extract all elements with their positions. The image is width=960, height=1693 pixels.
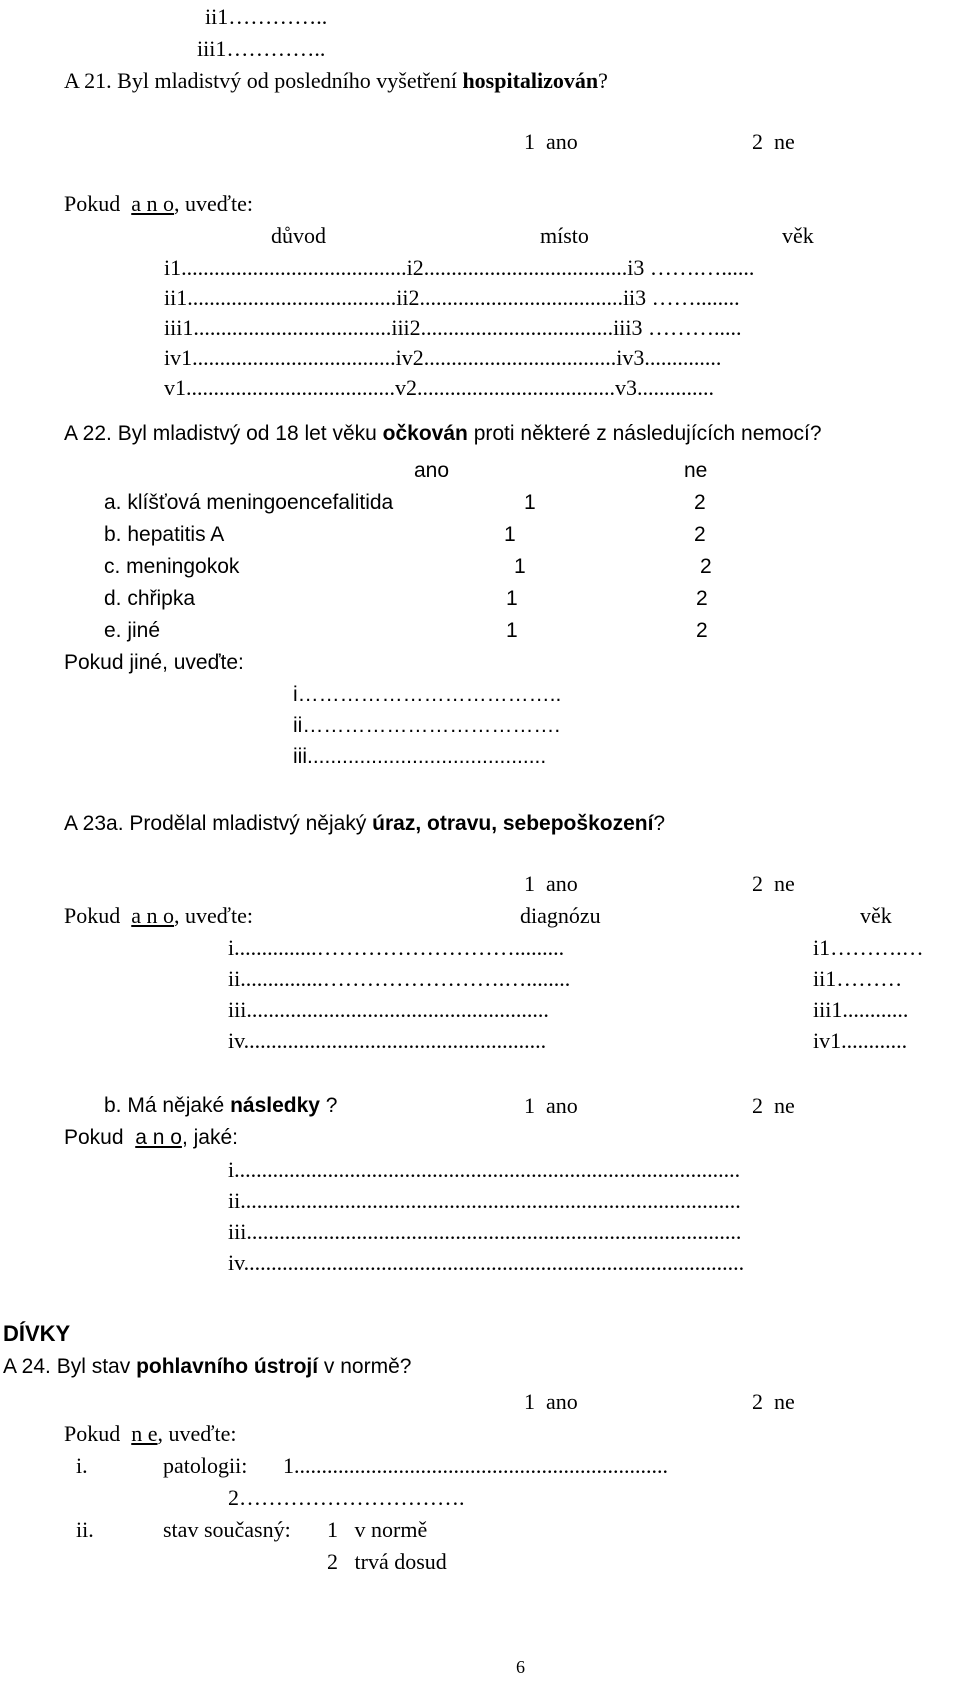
a24-ii-label: stav současný: bbox=[163, 1517, 291, 1542]
question-a24: A 24. Byl stav pohlavního ústrojí v normě? bbox=[3, 1355, 412, 1378]
a21-pokud: Pokud a n o, uveďte: bbox=[64, 191, 253, 216]
a24-i-line-1: 1.................................................................... bbox=[283, 1453, 668, 1478]
a23b-line-ii: ii........................................................................................... bbox=[228, 1188, 741, 1213]
top-line-ii1: ii1………….. bbox=[205, 4, 328, 29]
a24-option-no: 2 ne bbox=[752, 1389, 795, 1414]
a21-col-place: místo bbox=[540, 223, 589, 248]
a23-row-3-age: iii1............ bbox=[813, 997, 909, 1022]
a23b-line-iv: iv........................................................................................... bbox=[228, 1250, 745, 1275]
a21-row-2: ii1......................................ii2.....................................ii3 ……........ bbox=[164, 285, 740, 310]
a22-line-ii: ii………………………………. bbox=[293, 714, 561, 737]
a24-pokud: Pokud n e, uveďte: bbox=[64, 1421, 237, 1446]
section-heading-divky: DÍVKY bbox=[3, 1321, 71, 1346]
a21-option-yes: 1 ano bbox=[524, 129, 578, 154]
a23b-line-iii: iii.......................................................................................... bbox=[228, 1219, 742, 1244]
page-number: 6 bbox=[516, 1657, 525, 1677]
a23-row-1-age: i1……….… bbox=[813, 935, 924, 960]
a24-i-label: patologii: bbox=[163, 1453, 248, 1478]
a23b-option-yes: 1 ano bbox=[524, 1093, 578, 1118]
a23-option-no: 2 ne bbox=[752, 871, 795, 896]
a22-item-a-no: 2 bbox=[694, 491, 706, 514]
a22-col-yes: ano bbox=[414, 459, 450, 482]
a22-item-b-no: 2 bbox=[694, 523, 706, 546]
a23b-line-i: i............................................................................................ bbox=[228, 1157, 741, 1182]
a23-row-3-diag: iii....................................................... bbox=[228, 997, 549, 1022]
a22-line-iii: iii......................................... bbox=[293, 745, 547, 768]
a22-col-no: ne bbox=[684, 459, 708, 482]
a23-col-diagnosis: diagnózu bbox=[520, 903, 601, 928]
a22-item-c: c. meningokok bbox=[104, 555, 240, 578]
a24-ii-option-1: 1 v normě bbox=[327, 1517, 428, 1542]
a23-row-4-age: iv1............ bbox=[813, 1028, 908, 1053]
a21-row-1: i1.........................................i2.....................................i3 …….…...... bbox=[164, 255, 755, 280]
a24-ii-number: ii. bbox=[76, 1517, 94, 1542]
a22-item-b-yes: 1 bbox=[504, 523, 516, 546]
a22-item-b: b. hepatitis A bbox=[104, 523, 225, 546]
a24-i-number: i. bbox=[76, 1453, 88, 1478]
a21-col-age: věk bbox=[782, 223, 814, 248]
a22-item-d-no: 2 bbox=[696, 587, 708, 610]
a22-pokud: Pokud jiné, uveďte: bbox=[64, 651, 244, 674]
a23-row-1-diag: i...............………………………......... bbox=[228, 935, 565, 960]
question-a22: A 22. Byl mladistvý od 18 let věku očkován proti některé z následujících nemocí? bbox=[64, 422, 822, 445]
a24-ii-option-2: 2 trvá dosud bbox=[327, 1549, 447, 1574]
a23-row-2-age: ii1……… bbox=[813, 966, 903, 991]
a21-col-reason: důvod bbox=[271, 223, 326, 248]
a22-line-i: i……………………………….. bbox=[293, 683, 562, 706]
top-line-iii1: iii1………….. bbox=[197, 36, 326, 61]
a23b-option-no: 2 ne bbox=[752, 1093, 795, 1118]
a21-row-4: iv1.....................................iv2...................................iv3.............. bbox=[164, 345, 722, 370]
question-a21: A 21. Byl mladistvý od posledního vyšetření hospitalizován? bbox=[64, 68, 608, 93]
a23-row-4-diag: iv....................................................... bbox=[228, 1028, 547, 1053]
a22-item-d: d. chřipka bbox=[104, 587, 196, 610]
a22-item-e: e. jiné bbox=[104, 619, 161, 642]
a21-row-5: v1......................................v2....................................v3.............. bbox=[164, 375, 714, 400]
a22-item-c-yes: 1 bbox=[514, 555, 526, 578]
a21-row-3: iii1....................................iii2...................................iii3 ………..... bbox=[164, 315, 742, 340]
a22-item-a: a. klíšťová meningoencefalitida bbox=[104, 491, 394, 514]
a23b-pokud: Pokud a n o, jaké: bbox=[64, 1126, 238, 1149]
a22-item-d-yes: 1 bbox=[506, 587, 518, 610]
question-a23b: b. Má nějaké následky ? bbox=[104, 1094, 338, 1117]
a23-pokud: Pokud a n o, uveďte: bbox=[64, 903, 253, 928]
a22-item-e-yes: 1 bbox=[506, 619, 518, 642]
a23-row-2-diag: ii...............…………………….…........ bbox=[228, 966, 571, 991]
a24-i-line-2: 2…………………………. bbox=[228, 1485, 465, 1510]
a23-col-age: věk bbox=[860, 903, 892, 928]
a24-option-yes: 1 ano bbox=[524, 1389, 578, 1414]
a22-item-e-no: 2 bbox=[696, 619, 708, 642]
a22-item-c-no: 2 bbox=[700, 555, 712, 578]
question-a23a: A 23a. Prodělal mladistvý nějaký úraz, otravu, sebepoškození? bbox=[64, 812, 666, 835]
a21-option-no: 2 ne bbox=[752, 129, 795, 154]
a23-option-yes: 1 ano bbox=[524, 871, 578, 896]
a22-item-a-yes: 1 bbox=[524, 491, 536, 514]
